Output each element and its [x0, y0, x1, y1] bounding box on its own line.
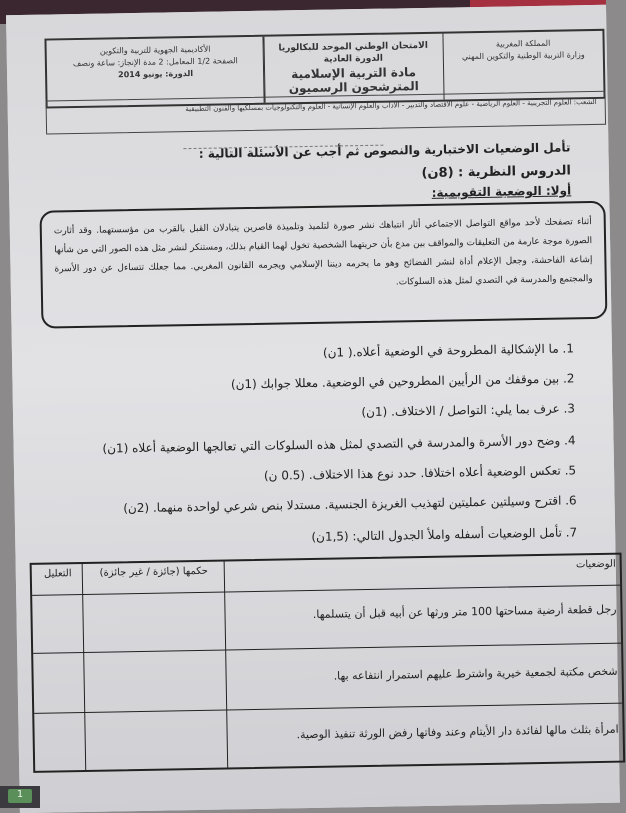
question-5: 5. تعكس الوضعية أعلاه اختلافا. حدد نوع هذا الاختلاف. (0.5 ن)	[263, 463, 577, 483]
table-row-divider	[34, 703, 622, 714]
header-session: الدورة: يونيو 2014	[118, 68, 194, 80]
header-ministry	[442, 31, 603, 100]
header-academy: الأكاديمية الجهوية للتربية والتكوين	[99, 44, 211, 56]
table-row-3: امرأة بثلث مالها لفائدة دار الأيتام وعند وفاتها رفض الورثة تنفيذ الوصية.	[296, 722, 619, 742]
branches-line: الشعب: العلوم التجريبية - العلوم الرياضية - علوم الاقتصاد والتدبير - الآداب والعلوم الإنسانية - العلوم والتكنولوجيات بمسلكيها والفنون التطبيقية	[46, 91, 607, 135]
header-justification: التعليل	[43, 568, 72, 580]
table-row-divider	[32, 585, 620, 596]
header-ministry-name: وزارة التربية الوطنية والتكوين المهني	[461, 50, 585, 62]
header-exam-title	[262, 34, 443, 103]
table-row-2: شخص مكتبة لجمعية خيرية واشترط عليهم استمرار انتفاعه بها.	[333, 664, 618, 683]
question-2: 2. بين موقفك من الرأيين المطروحين في الوضعية. معللا جوابك (1ن)	[230, 371, 575, 392]
header-situations: الوضعيات	[575, 558, 616, 571]
page-indicator: 1	[8, 789, 32, 803]
question-1: 1. ما الإشكالية المطروحة في الوضعية أعلاه.( 1ن)	[322, 341, 575, 360]
subject-name: مادة التربية الإسلامية	[291, 65, 417, 82]
candidates-type: المترشحون الرسميون	[288, 79, 419, 96]
question-3: 3. عرف بما يلي: التواصل / الاختلاف. (1ن)	[361, 401, 576, 420]
question-6: 6. اقترح وسيلتين عمليتين لتهذيب الغريزة الجنسية. مستدلا بنص شرعي لواحدة منهما. (2ن)	[123, 493, 577, 516]
exam-sheet	[6, 5, 620, 813]
situations-table	[30, 553, 626, 773]
header-kingdom: المملكة المغربية	[495, 38, 551, 49]
first-situation-title: أولا: الوضعية التقويمية:	[431, 183, 572, 200]
lessons-title: الدروس النظرية : (8ن)	[421, 163, 571, 182]
header-page-coefficient: الصفحة 1/2 المعامل: 2 مدة الإنجاز: ساعة ونصف	[72, 56, 238, 69]
exam-title: الامتحان الوطني الموحد للبكالوريا الدورة العادية	[278, 40, 428, 65]
table-row-divider	[33, 643, 621, 654]
header-meta	[46, 37, 265, 107]
table-row-1: رجل قطعة أرضية مساحتها 100 متر ورثها عن أبيه قبل أن يتسلمها.	[312, 602, 617, 621]
header-ruling: حكمها (جائزة / غير جائزة)	[99, 565, 209, 579]
instruction-text: تأمل الوضعيات الاختبارية والنصوص ثم أجب عن الأسئلة التالية :	[198, 140, 571, 161]
question-4: 4. وضح دور الأسرة والمدرسة في التصدي لمثل هذه السلوكات التي تعالجها الوضعية أعلاه (1ن)	[102, 433, 576, 456]
situation-box: أثناء تصفحك لأحد مواقع التواصل الاجتماعي أثار انتباهك نشر صورة لتلميذ وتلميذة قاصرين يتبادلان القبل بالقرب من مؤسستهما. وقد أثارت الصورة موجة عارمة من التعليقات والمواقف بين مدع بأن حريتهما الشخصية تخول لهما القيام بذلك، ومستنكر لنشر مثل هذه الصور التي من شأنها إشاعة الفاحشة، وجعل الإعلام أداة لنشر الفضائح وهو ما يحرمه ديننا الإسلامي ويجرمه القانون المغربي. مما جعلك تتساءل عن دور الأسرة والمجتمع والمدرسة في التصدي لمثل هذه السلوكات.	[39, 201, 607, 329]
question-7: 7. تأمل الوضعيات أسفله واملأ الجدول التالي: (1,5ن)	[311, 525, 578, 544]
